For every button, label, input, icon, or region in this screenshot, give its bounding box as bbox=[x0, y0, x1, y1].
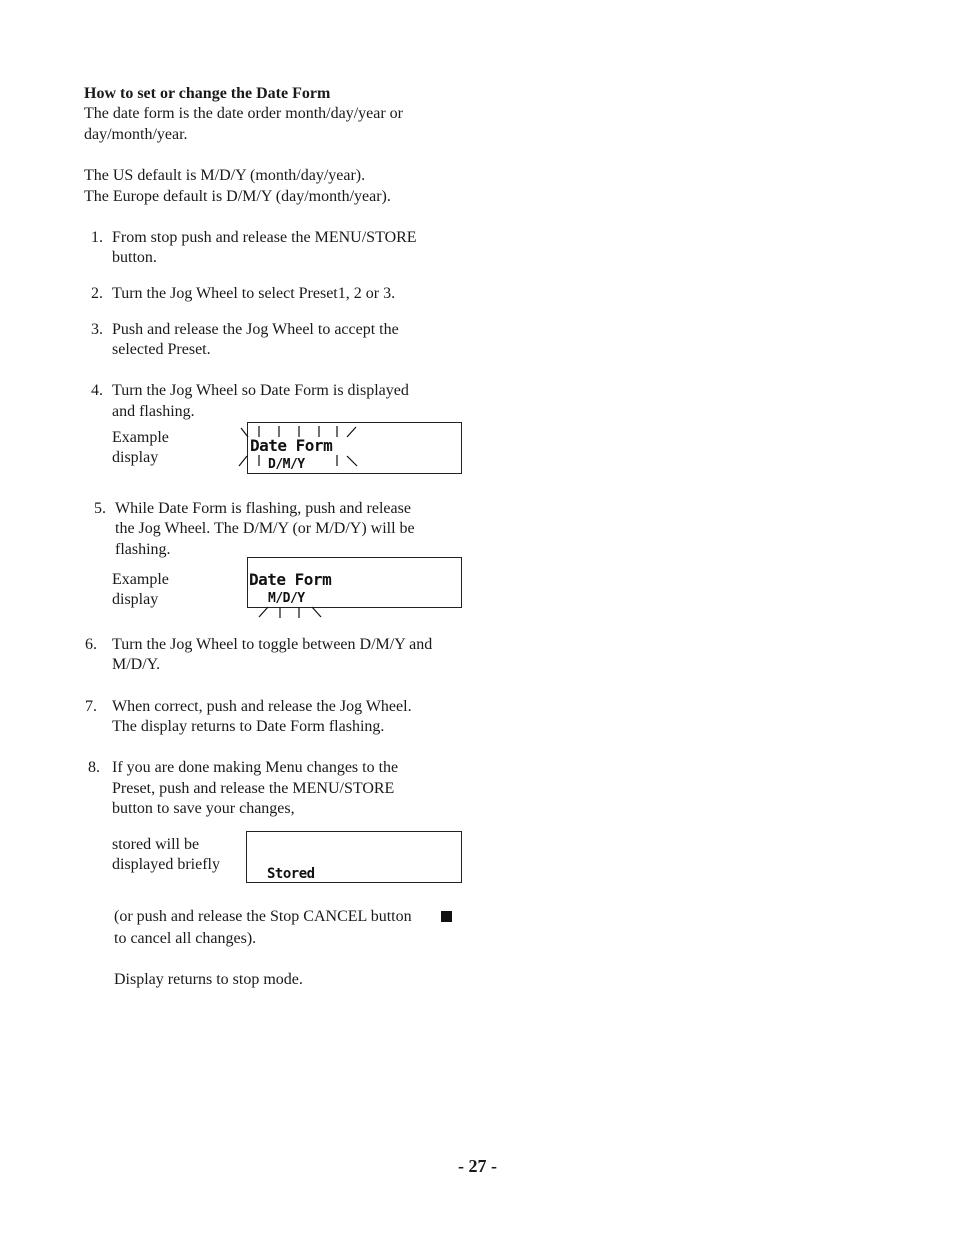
step-8-number: 8. bbox=[88, 759, 100, 776]
step-5-line-2: the Jog Wheel. The D/M/Y (or M/D/Y) will be bbox=[115, 520, 415, 537]
example-label-1b: display bbox=[112, 449, 159, 466]
step-3-number: 3. bbox=[91, 321, 103, 338]
us-default-text: The US default is M/D/Y (month/day/year). bbox=[84, 167, 366, 184]
step-1-number: 1. bbox=[91, 229, 103, 246]
step-2-line-1: Turn the Jog Wheel to select Preset1, 2 or 3. bbox=[112, 285, 396, 302]
intro-line-2: day/month/year. bbox=[84, 126, 188, 143]
step-7-line-2: The display returns to Date Form flashing. bbox=[112, 718, 385, 735]
lcd-display-stored bbox=[246, 831, 462, 883]
step-7-number: 7. bbox=[85, 698, 97, 715]
cancel-note-line-1: (or push and release the Stop CANCEL button bbox=[114, 908, 412, 925]
step-5-number: 5. bbox=[94, 500, 106, 517]
page-number: - 27 - bbox=[458, 1156, 497, 1176]
step-3-line-2: selected Preset. bbox=[112, 341, 211, 358]
example-label-1a: Example bbox=[112, 429, 169, 446]
step-8-line-1: If you are done making Menu changes to the bbox=[112, 759, 399, 776]
step-7-line-1: When correct, push and release the Jog Wheel. bbox=[112, 698, 412, 715]
step-4-number: 4. bbox=[91, 382, 103, 399]
stored-label-1: stored will be bbox=[112, 836, 200, 853]
lcd-line-2: D/M/Y bbox=[268, 457, 305, 472]
step-1-line-2: button. bbox=[112, 249, 157, 266]
step-2-number: 2. bbox=[91, 285, 103, 302]
step-8-line-3: button to save your changes, bbox=[112, 800, 295, 817]
step-5-line-3: flashing. bbox=[115, 541, 171, 558]
intro-line-1: The date form is the date order month/day/year or bbox=[84, 105, 403, 122]
europe-default-text: The Europe default is D/M/Y (day/month/year). bbox=[84, 188, 391, 205]
lcd-line-2: M/D/Y bbox=[268, 591, 305, 606]
final-note: Display returns to stop mode. bbox=[114, 971, 303, 988]
example-label-2a: Example bbox=[112, 571, 169, 588]
stored-label-2: displayed briefly bbox=[112, 856, 220, 873]
example-label-2b: display bbox=[112, 591, 159, 608]
step-8-line-2: Preset, push and release the MENU/STORE bbox=[112, 780, 395, 797]
step-6-number: 6. bbox=[85, 636, 97, 653]
lcd-line-2: Stored bbox=[267, 866, 315, 882]
step-5-line-1: While Date Form is flashing, push and release bbox=[115, 500, 411, 517]
page-heading: How to set or change the Date Form bbox=[84, 85, 331, 102]
lcd-line-1: Date Form bbox=[250, 436, 333, 455]
step-6-line-1: Turn the Jog Wheel to toggle between D/M/Y and bbox=[112, 636, 433, 653]
stop-square-icon bbox=[441, 911, 452, 922]
step-1-line-1: From stop push and release the MENU/STORE bbox=[112, 229, 417, 246]
lcd-line-1: Date Form bbox=[249, 570, 332, 589]
step-6-line-2: M/D/Y. bbox=[112, 656, 161, 673]
step-4-line-2: and flashing. bbox=[112, 403, 195, 420]
cancel-note-line-2: to cancel all changes). bbox=[114, 930, 257, 947]
step-4-line-1: Turn the Jog Wheel so Date Form is displayed bbox=[112, 382, 409, 399]
step-3-line-1: Push and release the Jog Wheel to accept the bbox=[112, 321, 399, 338]
